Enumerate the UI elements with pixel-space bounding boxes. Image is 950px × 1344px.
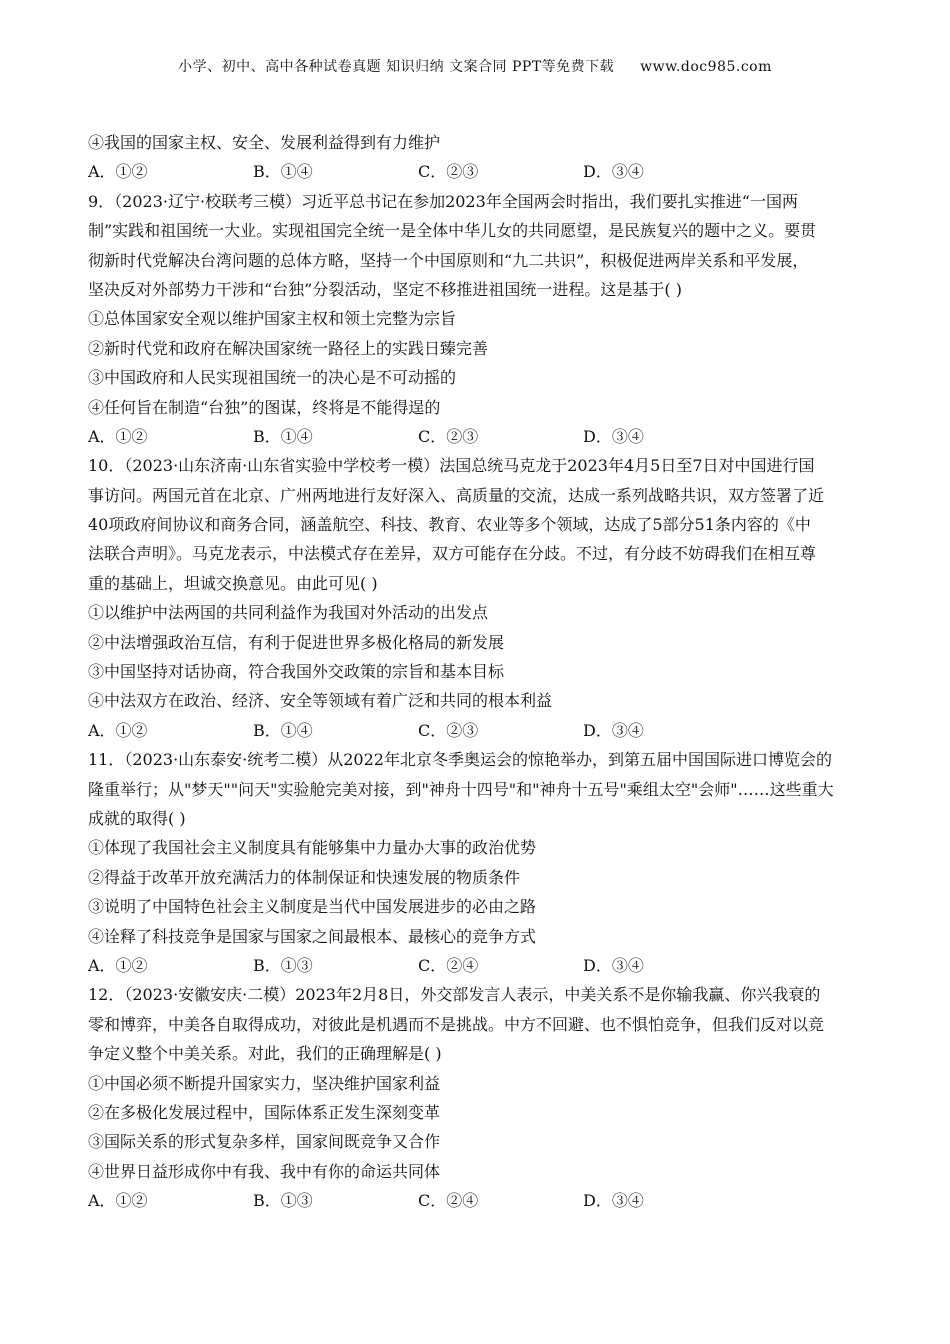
statement: ④中法双方在政治、经济、安全等领域有着广泛和共同的根本利益 [88, 691, 553, 711]
option-b: B．①③ [253, 1191, 313, 1211]
option-b: B．①④ [253, 426, 313, 446]
question-11-stem [88, 745, 863, 833]
statement: ①以维护中法两国的共同利益作为我国对外活动的出发点 [88, 603, 489, 623]
statement: ①中国必须不断提升国家实力，坚决维护国家利益 [88, 1073, 441, 1093]
header-site-url: www.doc985.com [640, 59, 772, 75]
option-c: C．②③ [418, 162, 479, 182]
statement: ④世界日益形成你中有我、我中有你的命运共同体 [88, 1161, 441, 1181]
statement: ③说明了中国特色社会主义制度是当代中国发展进步的必由之路 [88, 897, 537, 917]
stem-line: 法联合声明》。马克龙表示，中法模式存在差异，双方可能存在分歧。不过，有分歧不妨碍我们在相互尊 [88, 544, 817, 564]
statement: ②得益于改革开放充满活力的体制保证和快速发展的物质条件 [88, 867, 521, 887]
option-b: B．①④ [253, 720, 313, 740]
statement: ③中国坚持对话协商，符合我国外交政策的宗旨和基本目标 [88, 662, 505, 682]
question-12-stem [88, 980, 863, 1068]
stem-line: 坚决反对外部势力干涉和“台独”分裂活动，坚定不移推进祖国统一进程。这是基于( ) [88, 279, 682, 299]
statement: ②在多极化发展过程中，国际体系正发生深刻变革 [88, 1102, 441, 1122]
page-header [0, 56, 950, 76]
statement: ①体现了我国社会主义制度具有能够集中力量办大事的政治优势 [88, 838, 537, 858]
option-c: C．②③ [418, 426, 479, 446]
statement: ②新时代党和政府在解决国家统一路径上的实践日臻完善 [88, 338, 489, 358]
statement: ④任何旨在制造“台独”的图谋，终将是不能得逞的 [88, 397, 441, 417]
stem-line: 12．（2023·安徽安庆·二模）2023年2月8日，外交部发言人表示，中美关系不是你输我赢、你兴我衰的 [88, 985, 821, 1005]
stem-line: 隆重举行；从"梦天""问天"实验舱完美对接，到"神舟十四号"和"神舟十五号"乘组太空"会师"……这些重大 [88, 779, 834, 799]
statement: ④诠释了科技竞争是国家与国家之间最根本、最核心的竞争方式 [88, 926, 537, 946]
stem-line: 制”实践和祖国统一大业。实现祖国完全统一是全体中华儿女的共同愿望，是民族复兴的题中之义。要贯 [88, 221, 817, 241]
answer-options [88, 157, 863, 186]
option-d: D．③④ [583, 426, 644, 446]
stem-line: 40项政府间协议和商务合同，涵盖航空、科技、教育、农业等多个领域，达成了5部分51条内容的《中 [88, 515, 811, 535]
exam-content [88, 128, 863, 1215]
statement: ②中法增强政治互信，有利于促进世界多极化格局的新发展 [88, 632, 505, 652]
answer-options [88, 716, 863, 745]
option-a: A．①② [88, 162, 148, 182]
option-d: D．③④ [583, 955, 644, 975]
stem-line: 彻新时代党解决台湾问题的总体方略，坚持一个中国原则和“九二共识”，积极促进两岸关系和平发展， [88, 250, 809, 270]
option-a: A．①② [88, 1191, 148, 1211]
stem-line: 事访问。两国元首在北京、广州两地进行友好深入、高质量的交流，达成一系列战略共识，双方签署了近 [88, 485, 825, 505]
option-d: D．③④ [583, 720, 644, 740]
option-c: C．②④ [418, 1191, 479, 1211]
statement: ③国际关系的形式复杂多样，国家间既竞争又合作 [88, 1132, 441, 1152]
statement: ①总体国家安全观以维护国家主权和领土完整为宗旨 [88, 309, 457, 329]
question-9-stem [88, 187, 863, 305]
option-c: C．②③ [418, 720, 479, 740]
statement: ④我国的国家主权、安全、发展利益得到有力维护 [88, 133, 441, 152]
stem-line: 重的基础上，坦诚交换意见。由此可见( ) [88, 573, 378, 593]
option-a: A．①② [88, 426, 148, 446]
option-c: C．②④ [418, 955, 479, 975]
option-a: A．①② [88, 720, 148, 740]
statement: ③中国政府和人民实现祖国统一的决心是不可动摇的 [88, 368, 457, 388]
option-d: D．③④ [583, 1191, 644, 1211]
answer-options [88, 1186, 863, 1215]
stem-line: 争定义整个中美关系。对此，我们的正确理解是( ) [88, 1044, 442, 1064]
option-b: B．①③ [253, 955, 313, 975]
stem-line: 成就的取得( ) [88, 808, 186, 828]
answer-options [88, 951, 863, 980]
header-site-text: 小学、初中、高中各种试卷真题 知识归纳 文案合同 PPT等免费下载 [178, 59, 615, 75]
stem-line: 零和博弈，中美各自取得成功，对彼此是机遇而不是挑战。中方不回避、也不惧怕竞争，但我们反对以竞 [88, 1014, 825, 1034]
stem-line: 10．（2023·山东济南·山东省实验中学校考一模）法国总统马克龙于2023年4月5日至7日对中国进行国 [88, 456, 815, 476]
option-b: B．①④ [253, 162, 313, 182]
stem-line: 9．（2023·辽宁·校联考三模）习近平总书记在参加2023年全国两会时指出，我们要扎实推进“一国两 [88, 191, 798, 211]
answer-options [88, 422, 863, 451]
question-10-stem [88, 451, 863, 598]
option-a: A．①② [88, 955, 148, 975]
stem-line: 11．（2023·山东泰安·统考二模）从2022年北京冬季奥运会的惊艳举办，到第五届中国国际进口博览会的 [88, 750, 832, 770]
option-d: D．③④ [583, 162, 644, 182]
